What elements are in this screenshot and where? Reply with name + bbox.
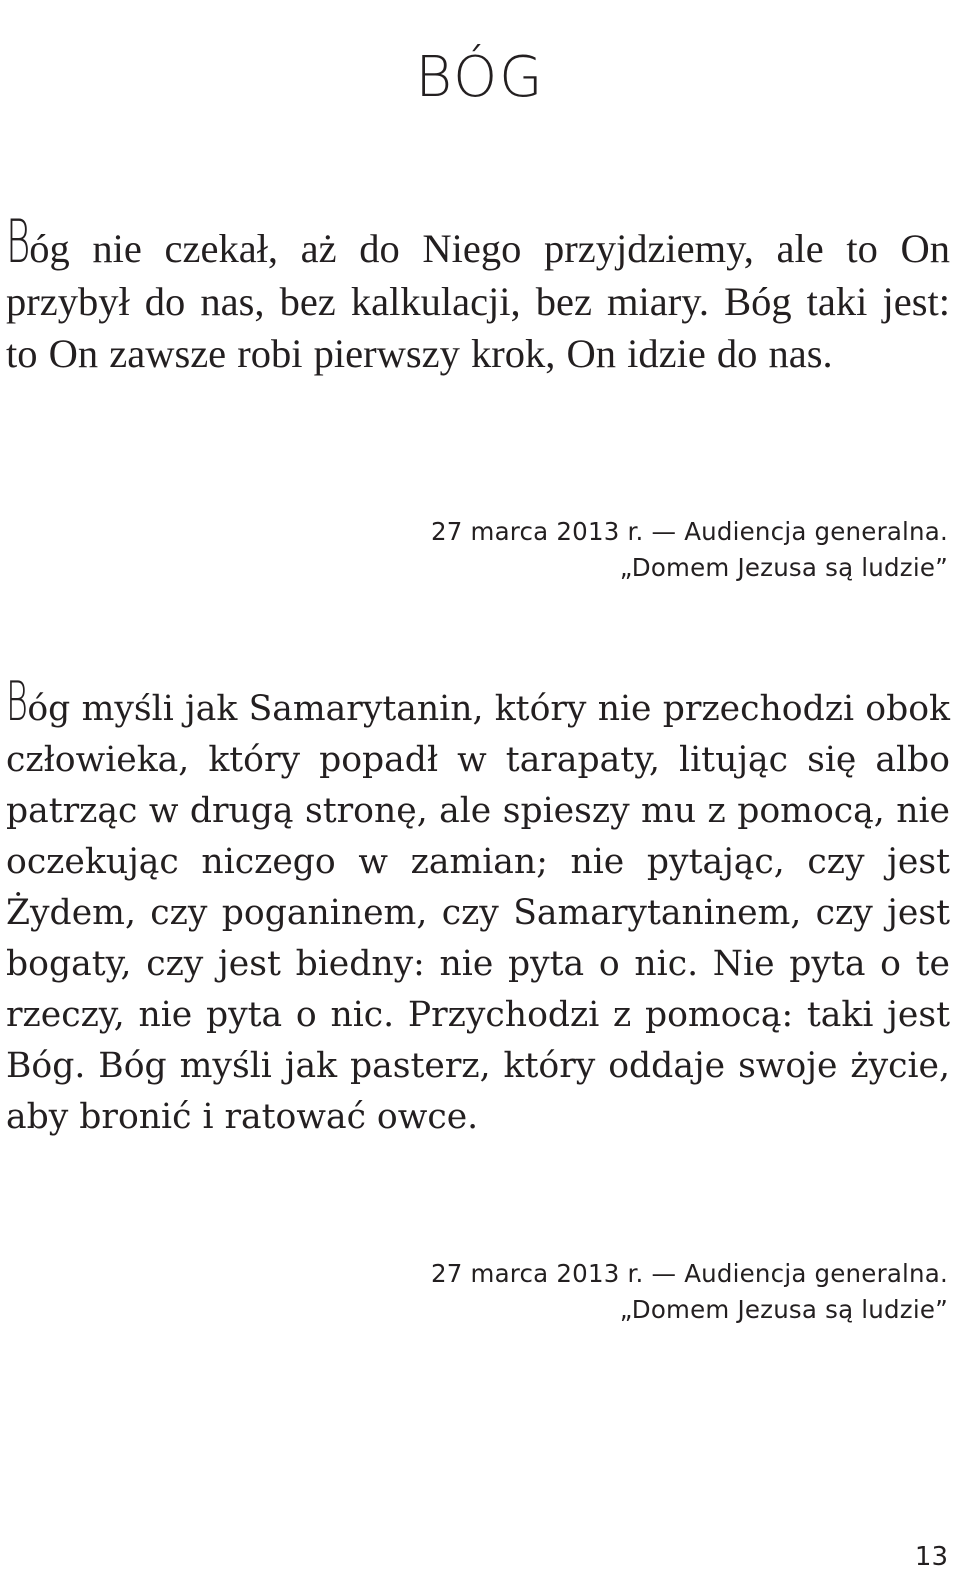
- page-number: 13: [914, 1542, 948, 1572]
- source-date-line: 27 marca 2013 r. — Audiencja generalna.: [430, 517, 948, 546]
- quote-passage: [6, 207, 950, 381]
- drop-cap: B: [6, 207, 31, 277]
- source-title-line: „Domem Jezusa są ludzie”: [619, 1295, 948, 1324]
- source-date-line: 27 marca 2013 r. — Audiencja generalna.: [430, 1259, 948, 1288]
- quote-text: óg myśli jak Samarytanin, który nie przechodzi obok człowieka, który popadł w tarapaty, litując się albo patrząc w drugą stronę, ale spieszy mu z pomocą, nie oczekując niczego w zamian; nie pytając, czy jest Żydem, czy poganinem, czy Samarytaninem, czy jest bogaty, czy jest biedny: nie pyta o nic. Nie pyta o te rzeczy, nie pyta o nic. Przychodzi z pomocą: taki jest Bóg. Bóg myśli jak pasterz, który oddaje swoje życie, aby bronić i ratować owce.: [6, 689, 950, 1137]
- quote-passage: [6, 670, 950, 1143]
- chapter-title: BÓG: [415, 44, 545, 110]
- quote-source: [431, 514, 948, 586]
- drop-cap: B: [6, 670, 28, 733]
- quote-text: óg nie czekał, aż do Niego przyjdziemy, ale to On przybył do nas, bez kalkulacji, bez miary. Bóg taki jest: to On zawsze robi pierwszy krok, On idzie do nas.: [6, 226, 950, 376]
- quote-source: [431, 1256, 948, 1328]
- source-title-line: „Domem Jezusa są ludzie”: [619, 553, 948, 582]
